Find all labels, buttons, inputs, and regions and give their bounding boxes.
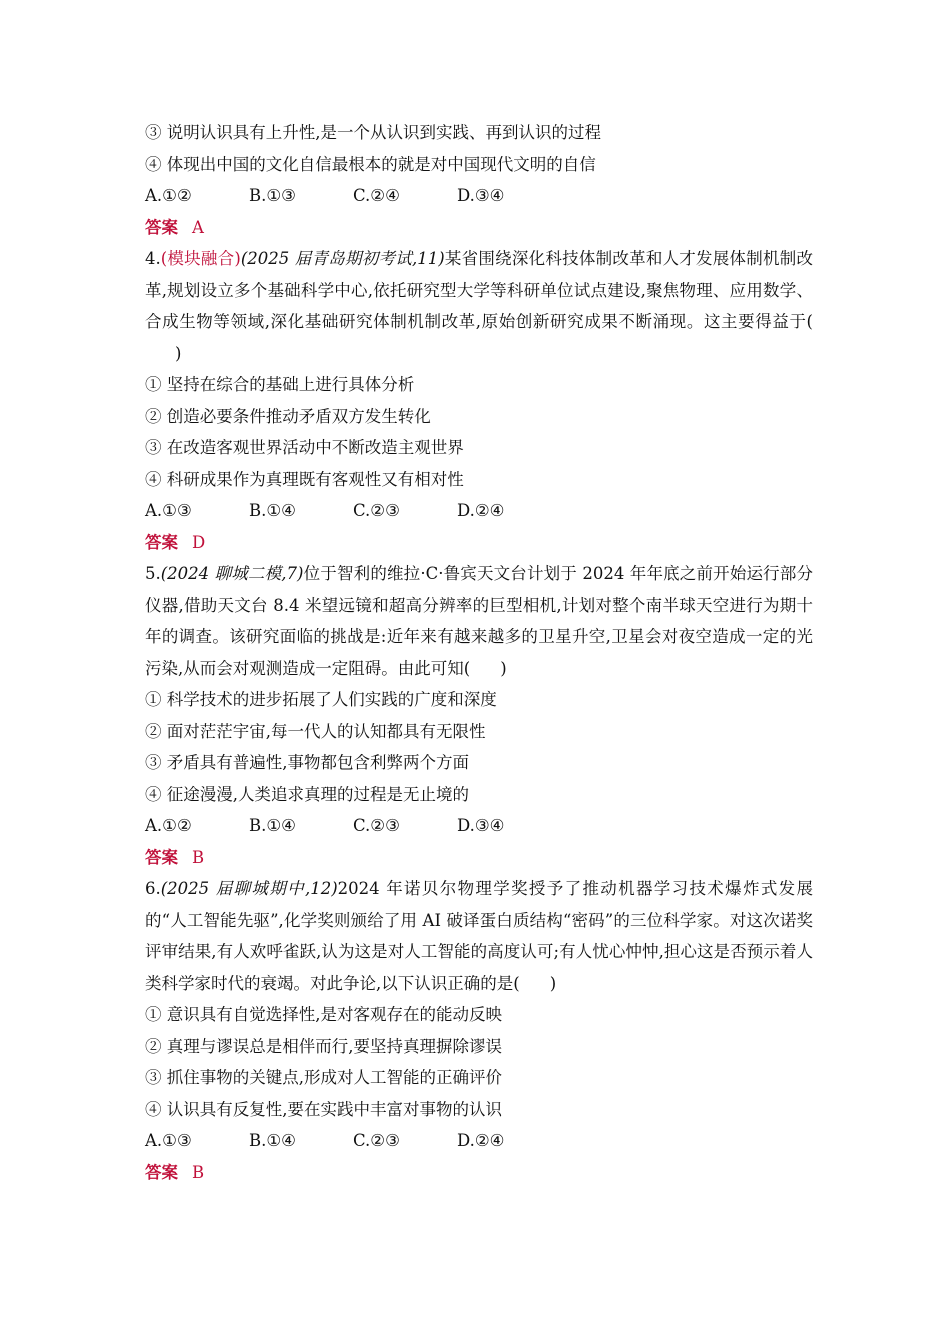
q4-answer <box>145 527 813 559</box>
q3-item-3: ③ 说明认识具有上升性,是一个从认识到实践、再到认识的过程 <box>145 123 601 142</box>
q4-item-4: ④ 科研成果作为真理既有客观性又有相对性 <box>145 469 464 489</box>
q5-item-2: ② 面对茫茫宇宙,每一代人的认知都具有无限性 <box>145 721 486 741</box>
question-5 <box>145 558 813 873</box>
question-6 <box>145 873 813 1188</box>
q6-answer <box>145 1157 813 1189</box>
q5-item-3: ③ 矛盾具有普遍性,事物都包含利弊两个方面 <box>145 753 469 772</box>
q5-stem-text: 位于智利的维拉·C·鲁宾天文台计划于 2024 年年底之前开始运行部分仪器,借助天文台 8.4 米望远镜和超高分辨率的巨型相机,计划对整个南半球天空进行为期十年的调查。该研究面临的挑战是:近年来有越来越多的卫星升空,卫星会对夜空造成一定的光污染,从而会对观测造成一定阻碍。由此可知( <box>145 564 813 678</box>
answer-value: A <box>192 217 204 237</box>
q5-source: (2024 聊城二模,7) <box>160 564 304 583</box>
q5-option-b: B.①④ <box>249 816 296 835</box>
q4-option-a: A.①③ <box>145 501 192 520</box>
q3-option-d: D.③④ <box>457 186 505 205</box>
q5-number: 5. <box>145 564 161 583</box>
answer-label: 答案 <box>145 532 178 552</box>
answer-label: 答案 <box>145 217 178 237</box>
q6-option-c: C.②③ <box>353 1131 400 1150</box>
q3-item-4: ④ 体现出中国的文化自信最根本的就是对中国现代文明的自信 <box>145 154 596 174</box>
q4-tag: (模块融合) <box>160 249 241 268</box>
q4-stem: 4.(模块融合)(2025 届青岛期初考试,11)某省围绕深化科技体制改革和人才发展体制机制改革,规划设立多个基础科学中心,依托研究型大学等科研单位试点建设,聚焦物理、应用数学、合成生物等领域,深化基础研究体制机制改革,原始创新研究成果不断涌现。这主要得益于() <box>145 249 814 363</box>
q6-number: 6. <box>145 879 161 898</box>
q4-item-3: ③ 在改造客观世界活动中不断改造主观世界 <box>145 438 464 457</box>
question-4 <box>145 243 813 558</box>
q6-source: (2025 届聊城期中,12) <box>160 879 338 898</box>
document-page <box>145 117 813 1188</box>
q5-item-4: ④ 征途漫漫,人类追求真理的过程是无止境的 <box>145 784 469 804</box>
q6-stem-text: 2024 年诺贝尔物理学奖授予了推动机器学习技术爆炸式发展的“人工智能先驱”,化学奖则颁给了用 AI 破译蛋白质结构“密码”的三位科学家。对这次诺奖评审结果,有人欢呼雀跃,认为这是对人工智能的高度认可;有人忧心忡忡,担心这是否预示着人类科学家时代的衰竭。对此争论,以下认识正确的是( <box>145 879 813 993</box>
answer-value: B <box>192 847 205 867</box>
q4-options <box>145 495 813 527</box>
question-3 <box>145 117 813 243</box>
q5-option-c: C.②③ <box>353 816 400 835</box>
q3-option-a: A.①② <box>145 186 192 205</box>
q5-stem: 5.(2024 聊城二模,7)位于智利的维拉·C·鲁宾天文台计划于 2024 年年底之前开始运行部分仪器,借助天文台 8.4 米望远镜和超高分辨率的巨型相机,计划对整个南半球天空进行为期十年的调查。该研究面临的挑战是:近年来有越来越多的卫星升空,卫星会对夜空造成一定的光污染,从而会对观测造成一定阻碍。由此可知( ) <box>145 564 813 678</box>
q3-options <box>145 180 813 212</box>
q6-option-b: B.①④ <box>249 1131 296 1150</box>
q6-option-a: A.①③ <box>145 1131 192 1150</box>
q4-option-b: B.①④ <box>249 501 296 520</box>
q6-options <box>145 1125 813 1157</box>
q6-item-2: ② 真理与谬误总是相伴而行,要坚持真理摒除谬误 <box>145 1036 502 1056</box>
q6-option-d: D.②④ <box>457 1131 505 1150</box>
q3-option-c: C.②④ <box>353 186 400 205</box>
q5-item-1: ① 科学技术的进步拓展了人们实践的广度和深度 <box>145 690 497 709</box>
q3-answer <box>145 212 813 244</box>
answer-value: B <box>192 1162 205 1182</box>
q4-stem-text: 某省围绕深化科技体制改革和人才发展体制机制改革,规划设立多个基础科学中心,依托研究型大学等科研单位试点建设,聚焦物理、应用数学、合成生物等领域,深化基础研究体制机制改革,原始创新研究成果不断涌现。这主要得益于( <box>145 249 814 331</box>
q5-option-d: D.③④ <box>457 816 505 835</box>
q6-item-4: ④ 认识具有反复性,要在实践中丰富对事物的认识 <box>145 1099 502 1119</box>
q6-item-1: ① 意识具有自觉选择性,是对客观存在的能动反映 <box>145 1005 502 1024</box>
q4-source: (2025 届青岛期初考试,11) <box>240 249 445 268</box>
answer-value: D <box>192 532 206 552</box>
q5-option-a: A.①② <box>145 816 192 835</box>
q4-option-d: D.②④ <box>457 501 505 520</box>
q6-stem: 6.(2025 届聊城期中,12)2024 年诺贝尔物理学奖授予了推动机器学习技术爆炸式发展的“人工智能先驱”,化学奖则颁给了用 AI 破译蛋白质结构“密码”的三位科学家。对这次诺奖评审结果,有人欢呼雀跃,认为这是对人工智能的高度认可;有人忧心忡忡,担心这是否预示着人类科学家时代的衰竭。对此争论,以下认识正确的是( ) <box>145 879 813 993</box>
q6-item-3: ③ 抓住事物的关键点,形成对人工智能的正确评价 <box>145 1068 502 1087</box>
q4-item-2: ② 创造必要条件推动矛盾双方发生转化 <box>145 406 431 426</box>
q4-option-c: C.②③ <box>353 501 400 520</box>
q3-option-b: B.①③ <box>249 186 296 205</box>
q5-options <box>145 810 813 842</box>
q5-answer <box>145 842 813 874</box>
answer-label: 答案 <box>145 1162 178 1182</box>
answer-label: 答案 <box>145 847 178 867</box>
q4-number: 4. <box>145 249 161 268</box>
q4-item-1: ① 坚持在综合的基础上进行具体分析 <box>145 375 415 394</box>
